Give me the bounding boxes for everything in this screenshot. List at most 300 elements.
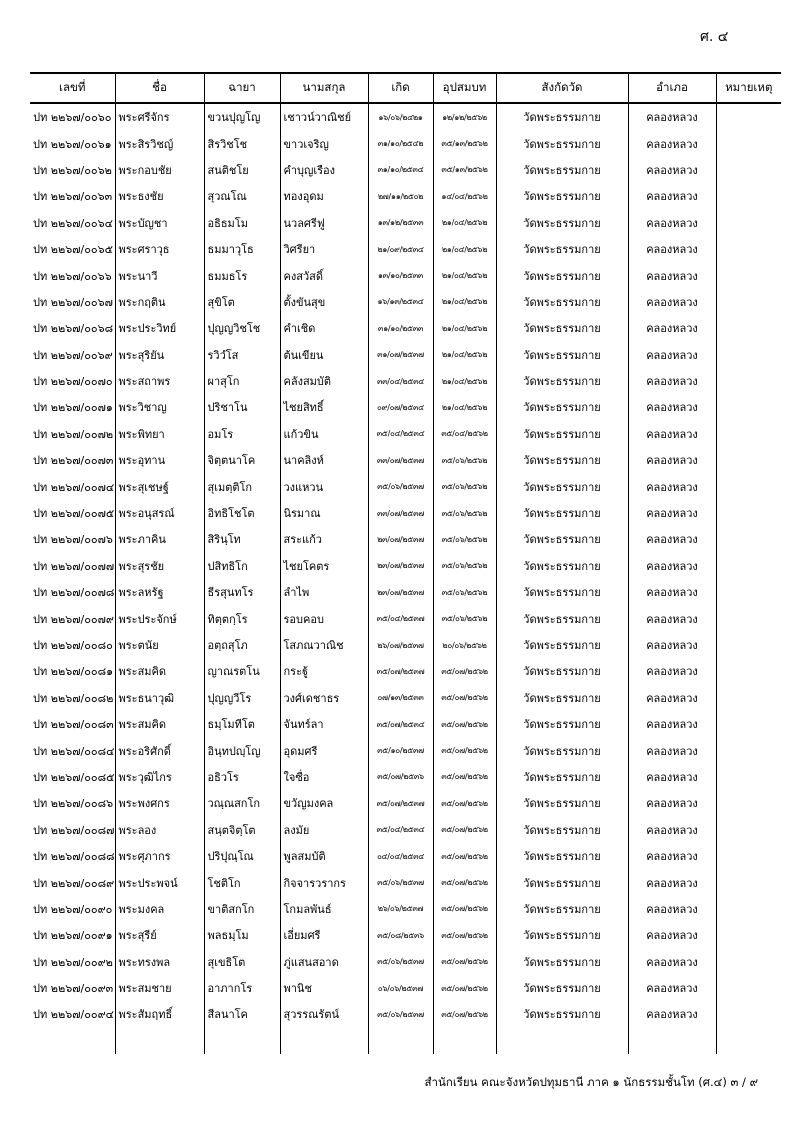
cell-birth-date: ๓๓/๐๗/๒๕๓๗ — [368, 500, 433, 526]
cell-chaya: อตฺถสุโภ — [204, 632, 280, 658]
cell-chaya: พลธมฺโม — [204, 922, 280, 948]
cell-ordination-date: ๒๑/๐๔/๒๕๖๒ — [433, 262, 496, 288]
cell-district: คลองหลวง — [628, 975, 716, 1001]
cell-temple: วัดพระธรรมกาย — [496, 790, 628, 816]
cell-chaya: ขวนปุญโญ — [204, 103, 280, 130]
cell-number: ปท ๒๒๖๗/๐๐๘๓ — [33, 718, 114, 732]
empty-cell — [716, 1028, 781, 1054]
cell-birth-date: ๒๓/๐๗/๒๕๓๗ — [368, 526, 433, 552]
cell-surname: โสภณวาณิช — [280, 632, 368, 658]
cell-name: พระศรีจักร — [115, 103, 204, 130]
cell-remarks — [716, 843, 781, 869]
cell-number: ปท ๒๒๖๗/๐๐๗๐ — [33, 375, 113, 389]
cell-name: พระสัมฤทธิ์ — [115, 1001, 204, 1027]
cell-ordination-date: ๓๕/๐๗/๒๕๖๒ — [433, 685, 496, 711]
cell-birth-date: ๓๑/๐๗/๒๕๓๗ — [368, 342, 433, 368]
cell-temple: วัดพระธรรมกาย — [496, 605, 628, 631]
cell-district: คลองหลวง — [628, 764, 716, 790]
cell-remarks — [716, 262, 781, 288]
cell-ordination-date: ๒๑/๐๔/๒๕๖๒ — [433, 368, 496, 394]
cell-name: พระสุริยัน — [115, 342, 204, 368]
col-header-remarks: หมายเหตุ — [716, 73, 781, 103]
cell-surname: ทองอุดม — [280, 183, 368, 209]
cell-birth-date: ๐๖/๐๖/๒๕๓๗ — [368, 975, 433, 1001]
table-row — [30, 949, 781, 975]
cell-remarks — [716, 790, 781, 816]
cell-birth-date: ๓๓/๐๗/๒๕๓๗ — [368, 447, 433, 473]
cell-temple: วัดพระธรรมกาย — [496, 579, 628, 605]
cell-surname: คำเชิด — [280, 315, 368, 341]
table-row — [30, 447, 781, 473]
cell-remarks — [716, 447, 781, 473]
table-row — [30, 103, 781, 130]
cell-name: พระวิชาญ — [115, 394, 204, 420]
cell-surname: เชาวน์วาณิชย์ — [280, 103, 368, 130]
cell-ordination-date: ๒๑/๐๔/๒๕๖๒ — [433, 315, 496, 341]
cell-temple: วัดพระธรรมกาย — [496, 869, 628, 895]
cell-remarks — [716, 526, 781, 552]
cell-name: พระสถาพร — [115, 368, 204, 394]
cell-number: ปท ๒๒๖๗/๐๐๘๘ — [33, 850, 115, 864]
cell-name: พระกอบชัย — [115, 157, 204, 183]
cell-name: พระสมชาย — [115, 975, 204, 1001]
cell-number: ปท ๒๒๖๗/๐๐๖๓ — [33, 190, 113, 204]
table-row — [30, 605, 781, 631]
cell-chaya: ธมมาวุโธ — [204, 236, 280, 262]
cell-surname: คงสวัสดิ์ — [280, 262, 368, 288]
cell-ordination-date: ๓๕/๐๔/๒๕๖๒ — [433, 421, 496, 447]
table-row — [30, 500, 781, 526]
table-row — [30, 579, 781, 605]
cell-chaya: อธิวโร — [204, 764, 280, 790]
cell-name: พระประวิทย์ — [115, 315, 204, 341]
table-header-row — [30, 73, 781, 103]
cell-chaya: อาภากโร — [204, 975, 280, 1001]
cell-name: พระสุรชัย — [115, 553, 204, 579]
cell-temple: วัดพระธรรมกาย — [496, 896, 628, 922]
cell-temple: วัดพระธรรมกาย — [496, 236, 628, 262]
cell-number: ปท ๒๒๖๗/๐๐๖๘ — [33, 322, 114, 336]
cell-ordination-date: ๓๕/๐๖/๒๕๖๒ — [433, 605, 496, 631]
cell-number: ปท ๒๒๖๗/๐๐๙๐ — [33, 902, 113, 916]
form-code: ศ. ๔ — [700, 29, 729, 45]
cell-birth-date: ๓๑/๑๐/๒๕๓๔ — [368, 157, 433, 183]
cell-surname: ตั้งขันสุข — [280, 289, 368, 315]
empty-cell — [30, 1028, 115, 1054]
cell-temple: วัดพระธรรมกาย — [496, 421, 628, 447]
cell-district: คลองหลวง — [628, 236, 716, 262]
cell-ordination-date: ๓๕/๐๗/๒๕๖๒ — [433, 896, 496, 922]
cell-name: พระสมคิด — [115, 711, 204, 737]
cell-name: พระสุเชษฐ์ — [115, 473, 204, 499]
cell-temple: วัดพระธรรมกาย — [496, 764, 628, 790]
cell-chaya: สุเมตฺติโก — [204, 473, 280, 499]
cell-remarks — [716, 289, 781, 315]
cell-surname: สุวรรณรัตน์ — [280, 1001, 368, 1027]
cell-surname: ภู่แสนสอาด — [280, 949, 368, 975]
empty-cell — [115, 1028, 204, 1054]
cell-name: พระอนุสรณ์ — [115, 500, 204, 526]
table-row — [30, 394, 781, 420]
table-row — [30, 421, 781, 447]
cell-ordination-date: ๓๕/๐๗/๒๕๖๒ — [433, 817, 496, 843]
cell-name: พระอริศักดิ์ — [115, 737, 204, 763]
cell-remarks — [716, 817, 781, 843]
cell-surname: โกมลพันธ์ — [280, 896, 368, 922]
cell-birth-date: ๓๕/๐๖/๒๕๓๗ — [368, 949, 433, 975]
cell-chaya: สนติชโย — [204, 157, 280, 183]
cell-name: พระสิรวิชญ์ — [115, 130, 204, 156]
cell-temple: วัดพระธรรมกาย — [496, 103, 628, 130]
cell-name: พระกฤติน — [115, 289, 204, 315]
cell-temple: วัดพระธรรมกาย — [496, 342, 628, 368]
roster-table — [30, 72, 781, 1054]
table-row — [30, 685, 781, 711]
cell-number: ปท ๒๒๖๗/๐๐๖๕ — [33, 243, 113, 257]
cell-surname: กิจจารวรากร — [280, 869, 368, 895]
cell-remarks — [716, 500, 781, 526]
cell-number: ปท ๒๒๖๗/๐๐๖๖ — [33, 269, 112, 283]
cell-birth-date: ๑๖/๐๖/๒๔๒๑ — [368, 103, 433, 130]
cell-surname: กระฐู้ — [280, 658, 368, 684]
cell-birth-date: ๒๗/๑๑/๒๕๐๒ — [368, 183, 433, 209]
cell-surname: ขวัญมงคล — [280, 790, 368, 816]
cell-temple: วัดพระธรรมกาย — [496, 658, 628, 684]
cell-chaya: จิตฺตนาโค — [204, 447, 280, 473]
cell-district: คลองหลวง — [628, 1001, 716, 1027]
empty-cell — [433, 1028, 496, 1054]
cell-temple: วัดพระธรรมกาย — [496, 157, 628, 183]
cell-remarks — [716, 922, 781, 948]
empty-cell — [628, 1028, 716, 1054]
cell-birth-date: ๓๓/๐๔/๒๕๓๔ — [368, 368, 433, 394]
cell-district: คลองหลวง — [628, 210, 716, 236]
page-footer: สำนักเรียน คณะจังหวัดปทุมธานี ภาค ๑ นักธรรมชั้นโท (ศ.๔) ๓ / ๙ — [424, 1075, 758, 1089]
empty-cell — [368, 1028, 433, 1054]
col-header-surname: นามสกุล — [280, 73, 368, 103]
cell-name: พระพงศกร — [115, 790, 204, 816]
cell-temple: วัดพระธรรมกาย — [496, 922, 628, 948]
cell-birth-date: ๒๓/๐๗/๒๕๓๗ — [368, 579, 433, 605]
cell-chaya: รวิวํโส — [204, 342, 280, 368]
cell-birth-date: ๓๕/๐๘/๒๕๓๖ — [368, 922, 433, 948]
table-row — [30, 130, 781, 156]
cell-name: พระสมคิด — [115, 658, 204, 684]
cell-name: พระวุฒิไกร — [115, 764, 204, 790]
cell-temple: วัดพระธรรมกาย — [496, 130, 628, 156]
cell-birth-date: ๓๕/๐๗/๒๕๓๖ — [368, 764, 433, 790]
cell-chaya: ปุญญวิชโช — [204, 315, 280, 341]
cell-temple: วัดพระธรรมกาย — [496, 315, 628, 341]
table-row — [30, 289, 781, 315]
cell-chaya: สุเขธิโต — [204, 949, 280, 975]
cell-chaya: ปริชาโน — [204, 394, 280, 420]
cell-district: คลองหลวง — [628, 500, 716, 526]
cell-birth-date: ๓๕/๐๔/๒๕๓๔ — [368, 817, 433, 843]
cell-surname: จันทร์ลา — [280, 711, 368, 737]
cell-surname: นวลศรีฟู — [280, 210, 368, 236]
col-header-temple: สังกัดวัด — [496, 73, 628, 103]
cell-ordination-date: ๓๕/๐๗/๒๕๖๒ — [433, 737, 496, 763]
cell-number: ปท ๒๒๖๗/๐๐๙๔ — [33, 1008, 115, 1022]
cell-remarks — [716, 579, 781, 605]
cell-name: พระธงชัย — [115, 183, 204, 209]
cell-district: คลองหลวง — [628, 605, 716, 631]
cell-temple: วัดพระธรรมกาย — [496, 949, 628, 975]
table-row — [30, 817, 781, 843]
empty-cell — [280, 1028, 368, 1054]
cell-surname: คลังสมบัติ — [280, 368, 368, 394]
cell-remarks — [716, 949, 781, 975]
cell-temple: วัดพระธรรมกาย — [496, 711, 628, 737]
cell-name: พระลอง — [115, 817, 204, 843]
cell-district: คลองหลวง — [628, 711, 716, 737]
cell-surname: พานิช — [280, 975, 368, 1001]
cell-birth-date: ๓๕/๐๔/๒๕๓๗ — [368, 605, 433, 631]
cell-surname: ลำไพ — [280, 579, 368, 605]
cell-chaya: ขาติสกโก — [204, 896, 280, 922]
cell-remarks — [716, 130, 781, 156]
cell-district: คลองหลวง — [628, 289, 716, 315]
cell-number: ปท ๒๒๖๗/๐๐๗๒ — [33, 427, 114, 441]
cell-birth-date: ๓๑/๑๐/๒๕๔๒ — [368, 130, 433, 156]
cell-remarks — [716, 1001, 781, 1027]
cell-ordination-date: ๓๕/๐๖/๒๕๖๒ — [433, 553, 496, 579]
cell-name: พระทรงพล — [115, 949, 204, 975]
table-row — [30, 658, 781, 684]
cell-remarks — [716, 685, 781, 711]
cell-district: คลองหลวง — [628, 949, 716, 975]
cell-remarks — [716, 236, 781, 262]
table-row — [30, 473, 781, 499]
cell-remarks — [716, 394, 781, 420]
table-row — [30, 975, 781, 1001]
cell-surname: สระแก้ว — [280, 526, 368, 552]
cell-birth-date: ๒๑/๐๙/๒๕๓๔ — [368, 236, 433, 262]
cell-temple: วัดพระธรรมกาย — [496, 553, 628, 579]
cell-ordination-date: ๓๕/๐๗/๒๕๖๒ — [433, 790, 496, 816]
empty-cell — [204, 1028, 280, 1054]
cell-name: พระประจักษ์ — [115, 605, 204, 631]
table-row — [30, 843, 781, 869]
cell-remarks — [716, 342, 781, 368]
roster-body — [30, 103, 781, 1054]
cell-ordination-date: ๒๑/๐๔/๒๕๖๒ — [433, 236, 496, 262]
cell-chaya: ธมฺโมทีโต — [204, 711, 280, 737]
cell-temple: วัดพระธรรมกาย — [496, 210, 628, 236]
cell-temple: วัดพระธรรมกาย — [496, 685, 628, 711]
cell-ordination-date: ๓๕/๐๗/๒๕๖๒ — [433, 843, 496, 869]
cell-ordination-date: ๓๕/๐๗/๒๕๖๒ — [433, 1001, 496, 1027]
cell-temple: วัดพระธรรมกาย — [496, 262, 628, 288]
cell-district: คลองหลวง — [628, 157, 716, 183]
cell-ordination-date: ๑๒/๑๒/๒๕๖๒ — [433, 103, 496, 130]
cell-temple: วัดพระธรรมกาย — [496, 817, 628, 843]
cell-district: คลองหลวง — [628, 342, 716, 368]
cell-surname: ลงมัย — [280, 817, 368, 843]
cell-number: ปท ๒๒๖๗/๐๐๘๗ — [33, 823, 115, 837]
cell-district: คลองหลวง — [628, 262, 716, 288]
cell-ordination-date: ๒๑/๐๔/๒๕๖๒ — [433, 289, 496, 315]
cell-temple: วัดพระธรรมกาย — [496, 500, 628, 526]
cell-number: ปท ๒๒๖๗/๐๐๖๑ — [33, 137, 112, 151]
cell-name: พระสุรีย์ — [115, 922, 204, 948]
cell-name: พระพิทยา — [115, 421, 204, 447]
cell-temple: วัดพระธรรมกาย — [496, 526, 628, 552]
cell-chaya: ธีรสุนทโร — [204, 579, 280, 605]
cell-district: คลองหลวง — [628, 869, 716, 895]
cell-surname: คำบุญเรือง — [280, 157, 368, 183]
cell-temple: วัดพระธรรมกาย — [496, 843, 628, 869]
cell-birth-date: ๓๕/๐๗/๒๕๓๗ — [368, 790, 433, 816]
col-header-birth: เกิด — [368, 73, 433, 103]
cell-number: ปท ๒๒๖๗/๐๐๘๖ — [33, 797, 114, 811]
cell-ordination-date: ๒๑/๐๔/๒๕๖๒ — [433, 394, 496, 420]
cell-birth-date: ๑๓/๑๒/๒๕๓๓ — [368, 210, 433, 236]
cell-chaya: อินฺทปญฺโญ — [204, 737, 280, 763]
cell-number: ปท ๒๒๖๗/๐๐๗๓ — [33, 454, 114, 468]
cell-ordination-date: ๓๕/๐๗/๒๕๖๒ — [433, 975, 496, 1001]
cell-remarks — [716, 553, 781, 579]
cell-birth-date: ๓๕/๐๗/๒๕๓๔ — [368, 711, 433, 737]
cell-remarks — [716, 896, 781, 922]
cell-number: ปท ๒๒๖๗/๐๐๗๕ — [33, 507, 115, 521]
cell-number: ปท ๒๒๖๗/๐๐๗๑ — [33, 401, 113, 415]
table-row — [30, 157, 781, 183]
table-row — [30, 342, 781, 368]
table-row — [30, 922, 781, 948]
table-row — [30, 711, 781, 737]
cell-remarks — [716, 473, 781, 499]
cell-chaya: สุวณโณ — [204, 183, 280, 209]
cell-number: ปท ๒๒๖๗/๐๐๙๑ — [33, 929, 113, 943]
cell-district: คลองหลวง — [628, 896, 716, 922]
cell-birth-date: ๐๔/๐๔/๒๕๓๔ — [368, 843, 433, 869]
cell-remarks — [716, 368, 781, 394]
table-row — [30, 210, 781, 236]
cell-temple: วัดพระธรรมกาย — [496, 289, 628, 315]
cell-remarks — [716, 183, 781, 209]
cell-remarks — [716, 103, 781, 130]
cell-name: พระบัญชา — [115, 210, 204, 236]
cell-ordination-date: ๒๑/๐๔/๒๕๖๒ — [433, 210, 496, 236]
cell-number: ปท ๒๒๖๗/๐๐๙๓ — [33, 982, 114, 996]
cell-remarks — [716, 658, 781, 684]
table-row — [30, 764, 781, 790]
cell-ordination-date: ๓๕/๐๗/๒๕๖๒ — [433, 922, 496, 948]
cell-birth-date: ๓๑/๑๐/๒๕๓๓ — [368, 315, 433, 341]
cell-surname: วงศ์เดชาธร — [280, 685, 368, 711]
cell-name: พระภาคิน — [115, 526, 204, 552]
cell-surname: ไชยสิทธิ์ — [280, 394, 368, 420]
cell-chaya: ปสิทธิโก — [204, 553, 280, 579]
cell-ordination-date: ๓๕/๐๖/๒๕๖๒ — [433, 579, 496, 605]
cell-remarks — [716, 711, 781, 737]
cell-ordination-date: ๓๕/๐๗/๒๕๖๒ — [433, 764, 496, 790]
cell-remarks — [716, 869, 781, 895]
cell-ordination-date: ๓๕/๐๗/๒๕๖๒ — [433, 949, 496, 975]
cell-district: คลองหลวง — [628, 473, 716, 499]
cell-temple: วัดพระธรรมกาย — [496, 473, 628, 499]
cell-chaya: สนฺตจิตฺโต — [204, 817, 280, 843]
cell-birth-date: ๑๓/๑๐/๒๕๓๓ — [368, 262, 433, 288]
cell-birth-date: ๓๕/๐๖/๒๕๓๗ — [368, 473, 433, 499]
cell-temple: วัดพระธรรมกาย — [496, 975, 628, 1001]
table-row — [30, 896, 781, 922]
cell-remarks — [716, 157, 781, 183]
cell-surname: รอบคอบ — [280, 605, 368, 631]
cell-chaya: ญาณรตโน — [204, 658, 280, 684]
cell-birth-date: ๐๗/๑๓/๒๕๓๓ — [368, 685, 433, 711]
cell-ordination-date: ๓๕/๐๗/๒๕๖๒ — [433, 869, 496, 895]
cell-remarks — [716, 764, 781, 790]
cell-surname: ใจซื่อ — [280, 764, 368, 790]
cell-remarks — [716, 210, 781, 236]
table-end-row — [30, 1028, 781, 1054]
cell-name: พระศราวุธ — [115, 236, 204, 262]
cell-ordination-date: ๒๑/๐๔/๒๕๖๒ — [433, 342, 496, 368]
empty-cell — [496, 1028, 628, 1054]
cell-district: คลองหลวง — [628, 922, 716, 948]
cell-surname: ขาวเจริญ — [280, 130, 368, 156]
cell-number: ปท ๒๒๖๗/๐๐๖๔ — [33, 216, 113, 230]
cell-surname: ต้นเขียน — [280, 342, 368, 368]
table-row — [30, 315, 781, 341]
cell-surname: แก้วขิน — [280, 421, 368, 447]
cell-surname: เอี่ยมศรี — [280, 922, 368, 948]
cell-temple: วัดพระธรรมกาย — [496, 183, 628, 209]
cell-surname: พูลสมบัติ — [280, 843, 368, 869]
cell-birth-date: ๒๓/๐๗/๒๕๓๗ — [368, 553, 433, 579]
col-header-district: อำเภอ — [628, 73, 716, 103]
col-header-chaya: ฉายา — [204, 73, 280, 103]
cell-district: คลองหลวง — [628, 553, 716, 579]
cell-district: คลองหลวง — [628, 394, 716, 420]
cell-ordination-date: ๓๕/๑๓/๒๕๖๒ — [433, 130, 496, 156]
cell-number: ปท ๒๒๖๗/๐๐๗๗ — [33, 559, 115, 573]
cell-district: คลองหลวง — [628, 315, 716, 341]
col-header-ordination: อุปสมบท — [433, 73, 496, 103]
cell-number: ปท ๒๒๖๗/๐๐๗๘ — [33, 586, 115, 600]
cell-chaya: ปุญญวีโร — [204, 685, 280, 711]
cell-district: คลองหลวง — [628, 843, 716, 869]
table-row — [30, 368, 781, 394]
cell-district: คลองหลวง — [628, 183, 716, 209]
cell-district: คลองหลวง — [628, 421, 716, 447]
cell-name: พระศุภากร — [115, 843, 204, 869]
table-row — [30, 183, 781, 209]
cell-district: คลองหลวง — [628, 658, 716, 684]
cell-chaya: อิทธิโชโต — [204, 500, 280, 526]
cell-birth-date: ๐๙/๐๗/๒๕๓๔ — [368, 394, 433, 420]
cell-chaya: อธิธมโม — [204, 210, 280, 236]
cell-chaya: อมโร — [204, 421, 280, 447]
table-row — [30, 869, 781, 895]
cell-number: ปท ๒๒๖๗/๐๐๘๒ — [33, 691, 114, 705]
table-row — [30, 262, 781, 288]
cell-birth-date: ๓๕/๐๗/๒๕๓๗ — [368, 658, 433, 684]
cell-number: ปท ๒๒๖๗/๐๐๘๐ — [33, 639, 113, 652]
cell-district: คลองหลวง — [628, 368, 716, 394]
cell-remarks — [716, 975, 781, 1001]
cell-name: พระลหรัฐ — [115, 579, 204, 605]
cell-surname: ไชยโคตร — [280, 553, 368, 579]
table-row — [30, 632, 781, 658]
cell-number: ปท ๒๒๖๗/๐๐๗๖ — [33, 533, 113, 547]
cell-birth-date: ๒๖/๐๗/๒๕๓๗ — [368, 632, 433, 658]
cell-chaya: สุขิโต — [204, 289, 280, 315]
cell-temple: วัดพระธรรมกาย — [496, 632, 628, 658]
